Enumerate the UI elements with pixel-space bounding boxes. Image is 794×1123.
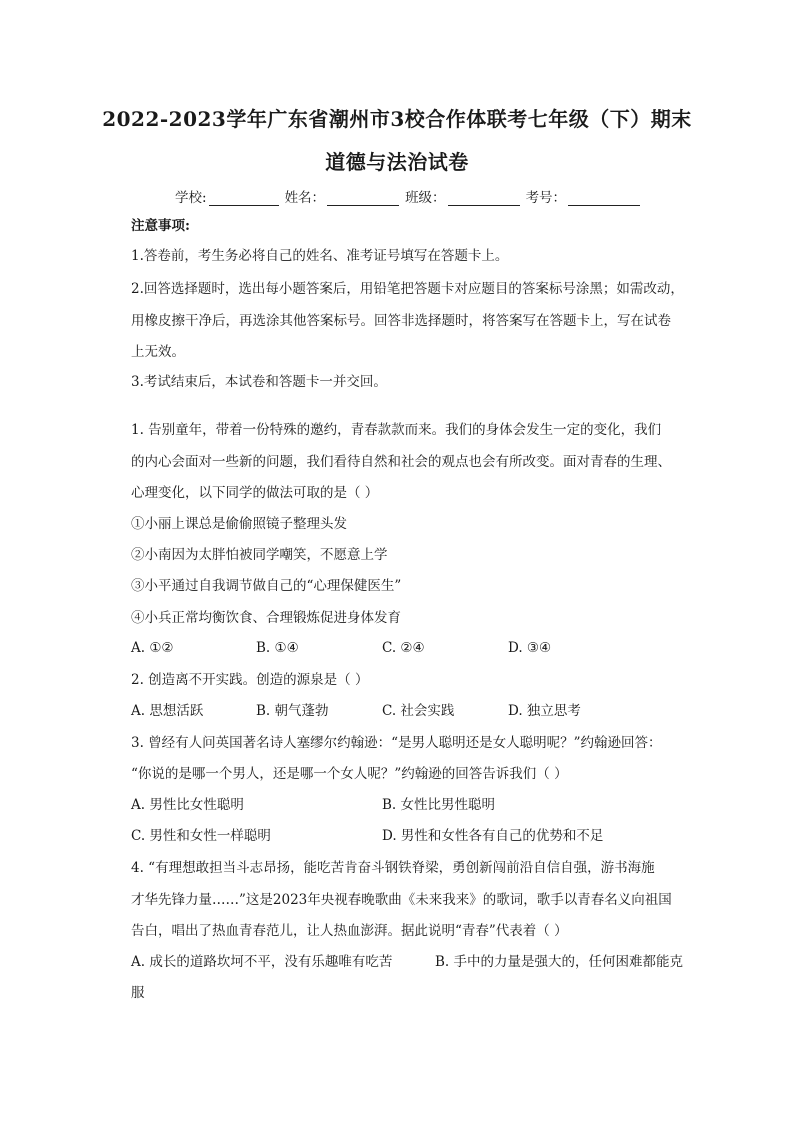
q2-option-a[interactable]: A. 思想活跃: [131, 703, 204, 719]
q2-option-d[interactable]: D. 独立思考: [508, 703, 581, 719]
q2-stem: 2. 创造离不开实践。创造的源泉是（ ）: [131, 672, 369, 688]
q4-option-b[interactable]: B. 手中的力量是强大的，任何困难都能克: [435, 954, 684, 970]
notice-item-2-line-3: 上无效。: [131, 344, 185, 360]
notice-item-2-line-2: 用橡皮擦干净后，再选涂其他答案标号。回答非选择题时，将答案写在答题卡上，写在试卷: [131, 313, 671, 329]
q2-option-b[interactable]: B. 朝气蓬勃: [256, 703, 329, 719]
exam-title-line1: 2022-2023学年广东省潮州市3校合作体联考七年级（下）期末: [102, 107, 692, 131]
q4-stem-line-3: 告白，唱出了热血青春范儿，让人热血澎湃。据此说明“青春”代表着（ ）: [131, 923, 568, 939]
q3-option-d[interactable]: D. 男性和女性各有自己的优势和不足: [382, 828, 604, 844]
notice-item-3: 3.考试结束后，本试卷和答题卡一并交回。: [131, 374, 387, 390]
class-blank: [448, 191, 520, 206]
name-label: 姓名：: [284, 190, 326, 206]
q1-option-d[interactable]: D. ③④: [508, 640, 552, 656]
exam-no-blank: [568, 191, 640, 206]
student-info-row: [175, 186, 646, 206]
q1-stem-line-3: 心理变化，以下同学的做法可取的是（ ）: [131, 485, 379, 501]
q1-option-a[interactable]: A. ①②: [131, 640, 174, 656]
q4-stem-line-1: 4. “有理想敢担当斗志昂扬，能吃苦肯奋斗钢铁脊梁，勇创新闯前沿自信自强，游书海施: [131, 860, 655, 876]
exam-no-label: 考号：: [525, 190, 567, 206]
exam-title-line2: 道德与法治试卷: [325, 150, 469, 174]
q1-statement-2: ②小南因为太胖怕被同学嘲笑，不愿意上学: [131, 547, 388, 563]
q3-option-b[interactable]: B. 女性比男性聪明: [382, 797, 496, 813]
school-blank: [209, 191, 279, 206]
q4-option-b-continued: 服: [131, 985, 145, 1001]
name-blank: [327, 191, 399, 206]
q3-stem-line-1: 3. 曾经有人问英国著名诗人塞缪尔约翰逊：“是男人聪明还是女人聪明呢？”约翰逊回答：: [131, 735, 662, 751]
q4-option-a[interactable]: A. 成长的道路坎坷不平，没有乐趣唯有吃苦: [131, 954, 393, 970]
q1-option-b[interactable]: B. ①④: [256, 640, 299, 656]
notice-item-2-line-1: 2.回答选择题时，选出每小题答案后，用铅笔把答题卡对应题目的答案标号涂黑；如需改动，: [131, 281, 684, 297]
q4-stem-line-2: 才华先锋力量……”这是2023年央视春晚歌曲《未来我来》的歌词，歌手以青春名义向祖国: [131, 892, 672, 908]
q3-option-c[interactable]: C. 男性和女性一样聪明: [131, 828, 271, 844]
notice-item-1: 1.答卷前，考生务必将自己的姓名、准考证号填写在答题卡上。: [131, 248, 509, 264]
q3-option-a[interactable]: A. 男性比女性聪明: [131, 797, 244, 813]
q3-stem-line-2: “你说的是哪一个男人，还是哪一个女人呢？”约翰逊的回答告诉我们（ ）: [131, 766, 568, 782]
q1-stem-line-2: 的内心会面对一些新的问题，我们看待自然和社会的观点也会有所改变。面对青春的生理、: [131, 454, 671, 470]
notice-heading: 注意事项:: [131, 218, 190, 234]
q1-statement-4: ④小兵正常均衡饮食、合理锻炼促进身体发育: [131, 610, 401, 626]
q1-statement-3: ③小平通过自我调节做自己的“心理保健医生”: [131, 578, 402, 594]
school-label: 学校:: [175, 190, 207, 206]
q1-stem-line-1: 1. 告别童年，带着一份特殊的邀约，青春款款而来。我们的身体会发生一定的变化，我们: [131, 422, 662, 438]
class-label: 班级：: [405, 190, 446, 206]
q2-option-c[interactable]: C. 社会实践: [382, 703, 455, 719]
q1-option-c[interactable]: C. ②④: [382, 640, 425, 656]
q1-statement-1: ①小丽上课总是偷偷照镜子整理头发: [131, 516, 347, 532]
